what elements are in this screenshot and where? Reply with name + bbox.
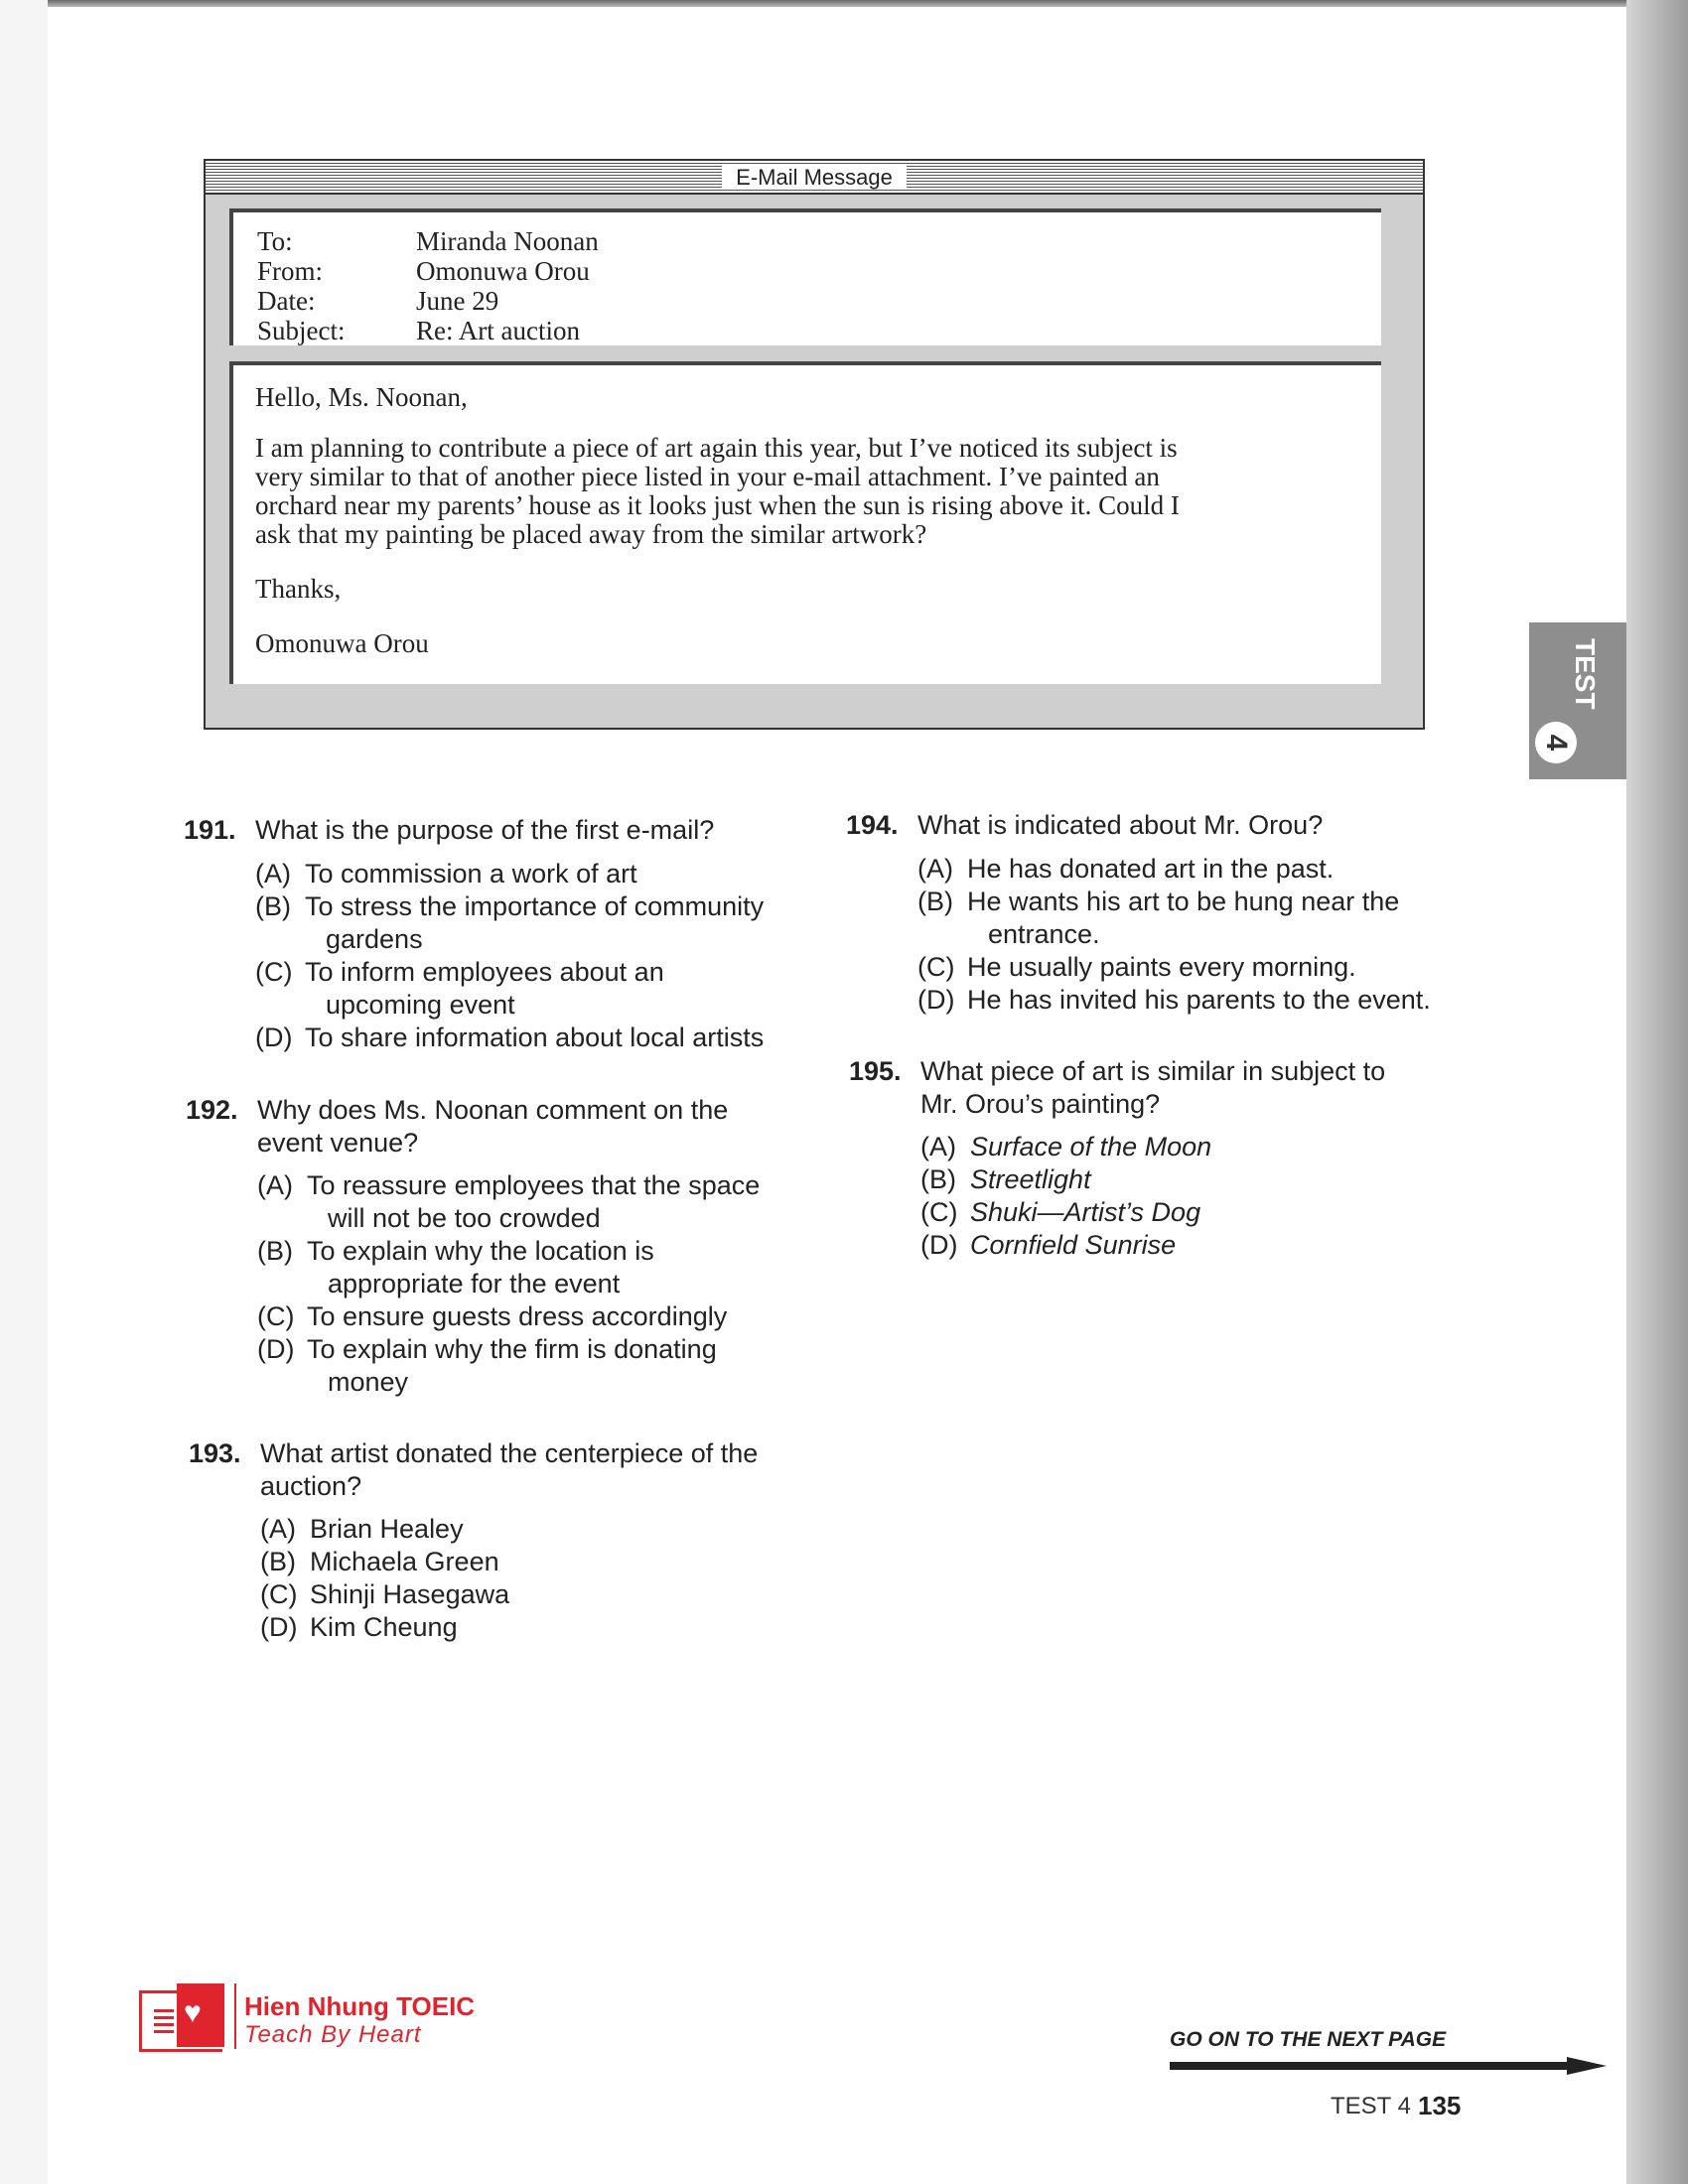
header-label: From: xyxy=(257,256,324,286)
question-text xyxy=(917,809,1323,842)
option-letter: (D) xyxy=(260,1612,298,1642)
option-line: upcoming event xyxy=(326,990,515,1020)
option-d[interactable] xyxy=(260,1611,509,1644)
option-letter: (D) xyxy=(255,1023,293,1052)
option-c[interactable] xyxy=(255,956,764,1022)
option-letter: (D) xyxy=(920,1230,958,1260)
option-letter: (C) xyxy=(917,952,955,982)
email-paragraph xyxy=(255,434,1357,549)
question-text-line: What is the purpose of the first e-mail? xyxy=(255,815,715,845)
header-value: Re: Art auction xyxy=(416,316,580,345)
option-letter: (C) xyxy=(260,1579,298,1609)
header-value: Miranda Noonan xyxy=(416,226,599,256)
question-text-line: What artist donated the centerpiece of the xyxy=(260,1438,759,1468)
option-letter: (C) xyxy=(920,1197,958,1227)
side-tab-label: TEST xyxy=(1570,638,1601,710)
answer-options xyxy=(260,1513,509,1644)
question-number: 193. xyxy=(189,1438,241,1468)
option-letter: (A) xyxy=(917,854,953,884)
answer-options xyxy=(920,1131,1211,1262)
book-lines xyxy=(154,2009,174,2037)
email-greeting: Hello, Ms. Noonan, xyxy=(255,382,468,412)
scan-left-margin xyxy=(0,0,48,2184)
email-closing: Thanks, xyxy=(255,574,342,604)
option-b[interactable] xyxy=(917,886,1431,951)
option-d[interactable] xyxy=(920,1229,1211,1262)
page-number: 135 xyxy=(1418,2091,1462,2120)
question-text-line: What piece of art is similar in subject to xyxy=(920,1056,1386,1086)
option-line: He has donated art in the past. xyxy=(967,854,1335,884)
option-line: Michaela Green xyxy=(310,1547,499,1576)
option-line: money xyxy=(328,1367,409,1397)
option-letter: (C) xyxy=(255,957,293,987)
option-d[interactable] xyxy=(257,1333,760,1399)
option-line: Streetlight xyxy=(970,1164,1091,1194)
option-c[interactable] xyxy=(260,1578,509,1611)
question-number: 191. xyxy=(184,815,236,845)
option-letter: (D) xyxy=(917,985,955,1015)
option-letter: (C) xyxy=(257,1301,295,1331)
email-window-title: E-Mail Message xyxy=(722,166,907,190)
option-line: To ensure guests dress accordingly xyxy=(307,1301,728,1331)
question-text-line: auction? xyxy=(260,1471,362,1501)
option-d[interactable] xyxy=(255,1022,764,1054)
option-line: gardens xyxy=(326,924,423,954)
option-c[interactable] xyxy=(257,1300,760,1333)
body-line: very similar to that of another piece listed in your e-mail attachment. I’ve painted an xyxy=(255,462,1160,491)
option-letter: (A) xyxy=(255,859,291,888)
option-b[interactable] xyxy=(920,1163,1211,1196)
header-value: June 29 xyxy=(416,286,499,316)
option-line: To inform employees about an xyxy=(305,957,664,987)
option-b[interactable] xyxy=(260,1546,509,1578)
email-body xyxy=(229,361,1381,684)
email-titlebar xyxy=(206,161,1423,195)
header-value: Omonuwa Orou xyxy=(416,256,590,286)
question-text-line: event venue? xyxy=(257,1128,419,1158)
question-number: 195. xyxy=(849,1056,902,1086)
option-a[interactable] xyxy=(260,1513,509,1546)
arrow-right-icon xyxy=(1170,2057,1607,2075)
option-line: To explain why the location is xyxy=(307,1236,654,1266)
body-line: orchard near my parents’ house as it looks just when the sun is rising above it. Could I xyxy=(255,490,1180,520)
option-letter: (A) xyxy=(260,1514,296,1544)
option-a[interactable] xyxy=(920,1131,1211,1163)
logo-title: Hien Nhung TOEIC xyxy=(244,1991,476,2021)
option-letter: (A) xyxy=(920,1132,956,1161)
option-line: Shuki—Artist’s Dog xyxy=(970,1197,1201,1227)
option-line: To share information about local artists xyxy=(305,1023,765,1052)
answer-options xyxy=(255,858,764,1054)
question-text-line: What is indicated about Mr. Orou? xyxy=(917,810,1324,840)
question-number: 192. xyxy=(186,1095,238,1125)
question-text xyxy=(260,1437,758,1503)
option-letter: (B) xyxy=(255,891,291,921)
option-line: He usually paints every morning. xyxy=(967,952,1356,982)
question-text-line: Mr. Orou’s painting? xyxy=(920,1089,1161,1119)
option-line: He has invited his parents to the event. xyxy=(967,985,1431,1015)
option-c[interactable] xyxy=(920,1196,1211,1229)
option-line: To stress the importance of community xyxy=(305,891,765,921)
option-line: He wants his art to be hung near the xyxy=(967,887,1400,916)
header-label: To: xyxy=(257,226,293,256)
option-line: To commission a work of art xyxy=(305,859,637,888)
question-number: 194. xyxy=(846,810,899,840)
option-letter: (B) xyxy=(920,1164,956,1194)
email-signature: Omonuwa Orou xyxy=(255,628,429,658)
option-a[interactable] xyxy=(255,858,764,890)
option-line: Shinji Hasegawa xyxy=(310,1579,510,1609)
option-line: will not be too crowded xyxy=(328,1203,601,1233)
logo-subtitle: Teach By Heart xyxy=(244,2021,422,2048)
option-a[interactable] xyxy=(917,853,1431,886)
option-line: To reassure employees that the space xyxy=(307,1170,761,1200)
body-line: I am planning to contribute a piece of art again this year, but I’ve noticed its subject is xyxy=(255,433,1178,463)
option-line: Surface of the Moon xyxy=(970,1132,1212,1161)
question-text xyxy=(255,814,714,847)
option-d[interactable] xyxy=(917,984,1431,1017)
body-line: ask that my painting be placed away from the similar artwork? xyxy=(255,519,927,549)
question-text xyxy=(257,1094,728,1160)
answer-options xyxy=(257,1169,760,1399)
heart-icon: ♥ xyxy=(184,1996,202,2029)
option-letter: (B) xyxy=(917,887,953,916)
option-line: To explain why the firm is donating xyxy=(307,1334,717,1364)
question-text-line: Why does Ms. Noonan comment on the xyxy=(257,1095,729,1125)
question-text xyxy=(920,1055,1385,1121)
next-page-text: GO ON TO THE NEXT PAGE xyxy=(1170,2028,1447,2051)
option-line: appropriate for the event xyxy=(328,1269,621,1298)
answer-options xyxy=(917,853,1431,1017)
option-line: entrance. xyxy=(988,919,1100,949)
logo-divider xyxy=(234,1983,236,2049)
footer-test-label: TEST 4 xyxy=(1331,2093,1411,2119)
option-b[interactable] xyxy=(257,1235,760,1300)
option-c[interactable] xyxy=(917,951,1431,984)
side-tab-number: 4 xyxy=(1535,722,1577,763)
email-header xyxy=(229,208,1381,345)
scan-right-edge xyxy=(1626,0,1688,2184)
option-line: Brian Healey xyxy=(310,1514,464,1544)
header-label: Date: xyxy=(257,286,316,316)
option-line: Kim Cheung xyxy=(310,1612,458,1642)
option-letter: (B) xyxy=(260,1547,296,1576)
option-line: Cornfield Sunrise xyxy=(970,1230,1177,1260)
scan-top-edge xyxy=(48,0,1626,7)
email-message-window xyxy=(204,159,1425,730)
option-b[interactable] xyxy=(255,890,764,956)
header-label: Subject: xyxy=(257,316,346,345)
option-a[interactable] xyxy=(257,1169,760,1235)
option-letter: (B) xyxy=(257,1236,293,1266)
option-letter: (D) xyxy=(257,1334,295,1364)
option-letter: (A) xyxy=(257,1170,293,1200)
